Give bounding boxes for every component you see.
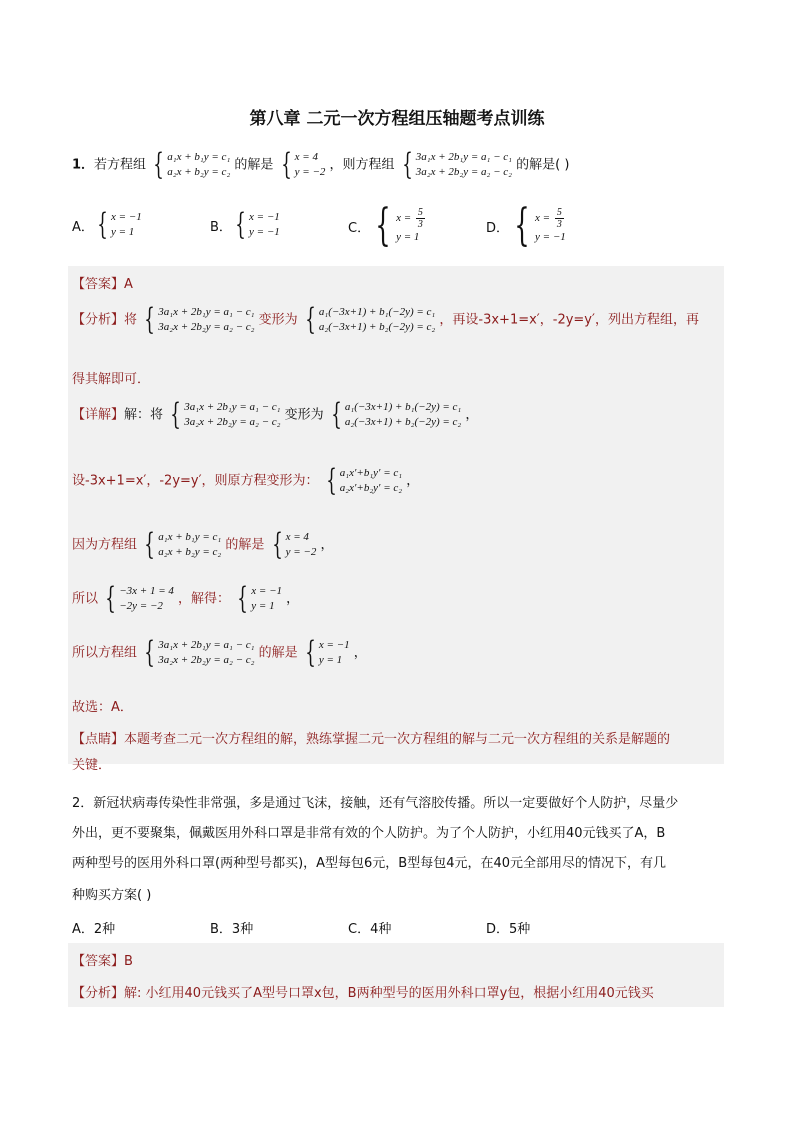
option-c: C． { x = $\frac{5}{3}$ y = 1 xyxy=(348,200,423,251)
question-2-line-1: 2．新冠状病毒传染性非常强，多是通过飞沫，接触，还有气溶胶传播。所以一定要做好个人防护，尽量少 xyxy=(72,796,679,811)
system-new: { 3a₁x + 2b₁y = a₁ − c₁ 3a₂x + 2b₂y = a₂ − c₂ xyxy=(401,147,512,182)
q2-option-a: A．2种 xyxy=(72,922,116,937)
solution-original: { x = 4 y = −2 xyxy=(280,147,326,182)
q2-option-c: C．4种 xyxy=(348,922,392,937)
option-b: B． { x = −1 y = −1 xyxy=(210,207,280,242)
analysis-line-2: 得其解即可． xyxy=(72,372,151,387)
page-title: 第八章 二元一次方程组压轴题考点训练 xyxy=(249,109,545,129)
option-d: D． { x = $\frac{5}{3}$ y = −1 xyxy=(486,200,566,251)
question-1-stem: 1．若方程组 { a₁x + b₁y = c₁ a₂x + b₂y = c₂ 的解是 { x = 4 y = −2 ，则方程组 { 3a₁x + 2b₁y = a₁ − c₁ 3a₂x + 2b₂y = a₂ − c₂ 的解是( ) xyxy=(72,147,570,182)
point-line-1: 【点睛】本题考查二元一次方程组的解，熟练掌握二元一次方程组的解与二元一次方程组的关系是解题的 xyxy=(72,732,671,747)
question-2-line-3: 两种型号的医用外科口罩(两种型号都买)，A型每包6元，B型每包4元，在40元全部用尽的情况下，有几 xyxy=(72,856,667,871)
detail-line-5: 所以方程组 { 3a₁x + 2b₁y = a₁ − c₁ 3a₂x + 2b₂y = a₂ − c₂ 的解是 { x = −1 y = 1 ， xyxy=(72,635,367,670)
solution-block-1 xyxy=(68,266,724,764)
q2-option-b: B．3种 xyxy=(210,922,254,937)
answer-line-2: 【答案】B xyxy=(72,954,133,969)
detail-line-2: 设-3x+1=x′，-2y=y′，则原方程变形为： { a₁x′+b₁y′ = c₁ a₂x′+b₂y′ = c₂ ， xyxy=(72,463,420,498)
analysis-line-1: 【分析】将 { 3a₁x + 2b₁y = a₁ − c₁ 3a₂x + 2b₂y = a₂ − c₂ 变形为 { a₁(−3x+1) + b₁(−2y) = c₁ a₂(−3x+1) + b₂(−2y) = c₂ ，再设-3x+1=x′，-2y=y′，列出方程组，再 xyxy=(72,302,699,337)
option-a: A． { x = −1 y = 1 xyxy=(72,207,142,242)
detail-line-4: 所以 { −3x + 1 = 4 −2y = −2 ，解得： { x = −1 y = 1 ， xyxy=(72,581,300,616)
point-line-2: 关键． xyxy=(72,758,112,773)
question-2-line-4: 种购买方案( ) xyxy=(72,888,152,903)
answer-line-1: 【答案】A xyxy=(72,277,133,292)
detail-line-3: 因为方程组 { a₁x + b₁y = c₁ a₂x + b₂y = c₂ 的解是 { x = 4 y = −2 ， xyxy=(72,527,334,562)
question-number: 1． xyxy=(72,157,95,173)
question-2-line-2: 外出，更不要聚集，佩戴医用外科口罩是非常有效的个人防护。为了个人防护，小红用40元钱买了A，B xyxy=(72,826,666,841)
system-original: { a₁x + b₁y = c₁ a₂x + b₂y = c₂ xyxy=(153,147,231,182)
analysis-line-q2: 【分析】解: 小红用40元钱买了A型号口罩x包，B两种型号的医用外科口罩y包，根据小红用40元钱买 xyxy=(72,986,654,1001)
q2-option-d: D．5种 xyxy=(486,922,531,937)
choose-line: 故选：A． xyxy=(72,700,133,715)
detail-line-1: 【详解】解：将 { 3a₁x + 2b₁y = a₁ − c₁ 3a₂x + 2b₂y = a₂ − c₂ 变形为 { a₁(−3x+1) + b₁(−2y) = c₁ a₂(−3x+1) + b₂(−2y) = c₂ ， xyxy=(72,397,479,432)
